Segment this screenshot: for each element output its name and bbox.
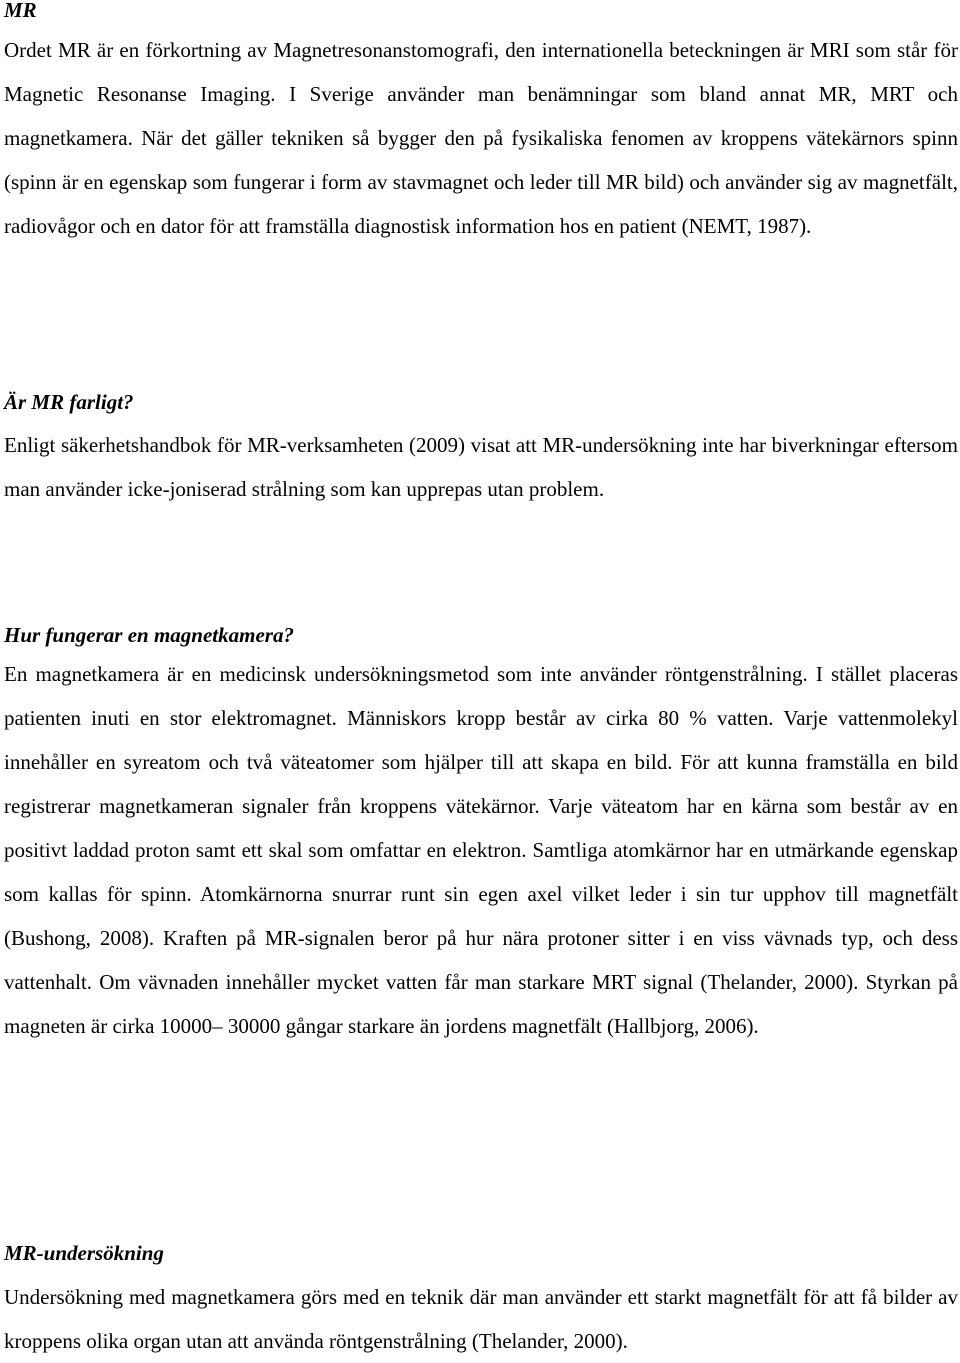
section-paragraph-hur-fungerar: En magnetkamera är en medicinsk undersökningsmetod som inte använder röntgenstrålning. I stället placeras patienten inuti en stor elektromagnet. Människors kropp består av cirka 80 % vatten. Varje vattenmolekyl innehåller en syreatom och två väteatomer som hjälper till att skapa en bild. För att kunna framställa en bild registrerar magnetkameran signaler från kroppens vätekärnor. Varje väteatom har en kärna som består av en positivt laddad proton samt ett skal som omfattar en elektron. Samtliga atomkärnor har en utmärkande egenskap som kallas för spinn. Atomkärnorna snurrar runt sin egen axel vilket leder i sin tur upphov till magnetfält (Bushong, 2008). Kraften på MR-signalen beror på hur nära protoner sitter i en viss vävnads typ, och dess vattenhalt. Om vävnaden innehåller mycket vatten får man starkare MRT signal (Thelander, 2000). Styrkan på magneten är cirka 10000– 30000 gångar starkare än jordens magnetfält (Hallbjorg, 2006).: [4, 662, 958, 1038]
section-mr-undersokning: [4, 1241, 958, 1363]
section-hur-fungerar: [4, 623, 958, 1048]
section-heading-mr-undersokning: MR-undersökning: [4, 1241, 164, 1265]
section-mr-farligt: [4, 390, 958, 511]
section-heading-hur-fungerar: Hur fungerar en magnetkamera?: [4, 623, 294, 647]
section-paragraph-mr: Ordet MR är en förkortning av Magnetresonanstomografi, den internationella beteckningen är MRI som står för Magnetic Resonanse Imaging. I Sverige använder man benämningar som bland annat MR, MRT och magnetkamera. När det gäller tekniken så bygger den på fysikaliska fenomen av kroppens vätekärnors spinn (spinn är en egenskap som fungerar i form av stavmagnet och leder till MR bild) och använder sig av magnetfält, radiovågor och en dator för att framställa diagnostisk information hos en patient (NEMT, 1987).: [4, 38, 958, 238]
section-paragraph-mr-farligt: Enligt säkerhetshandbok för MR-verksamheten (2009) visat att MR-undersökning inte har biverkningar eftersom man använder icke-joniserad strålning som kan upprepas utan problem.: [4, 433, 958, 501]
section-paragraph-mr-undersokning: Undersökning med magnetkamera görs med en teknik där man använder ett starkt magnetfält för att få bilder av kroppens olika organ utan att använda röntgenstrålning (Thelander, 2000).: [4, 1285, 958, 1353]
section-mr: [4, 0, 958, 248]
section-heading-mr: MR: [4, 0, 37, 22]
section-heading-mr-farligt: Är MR farligt?: [4, 390, 134, 414]
